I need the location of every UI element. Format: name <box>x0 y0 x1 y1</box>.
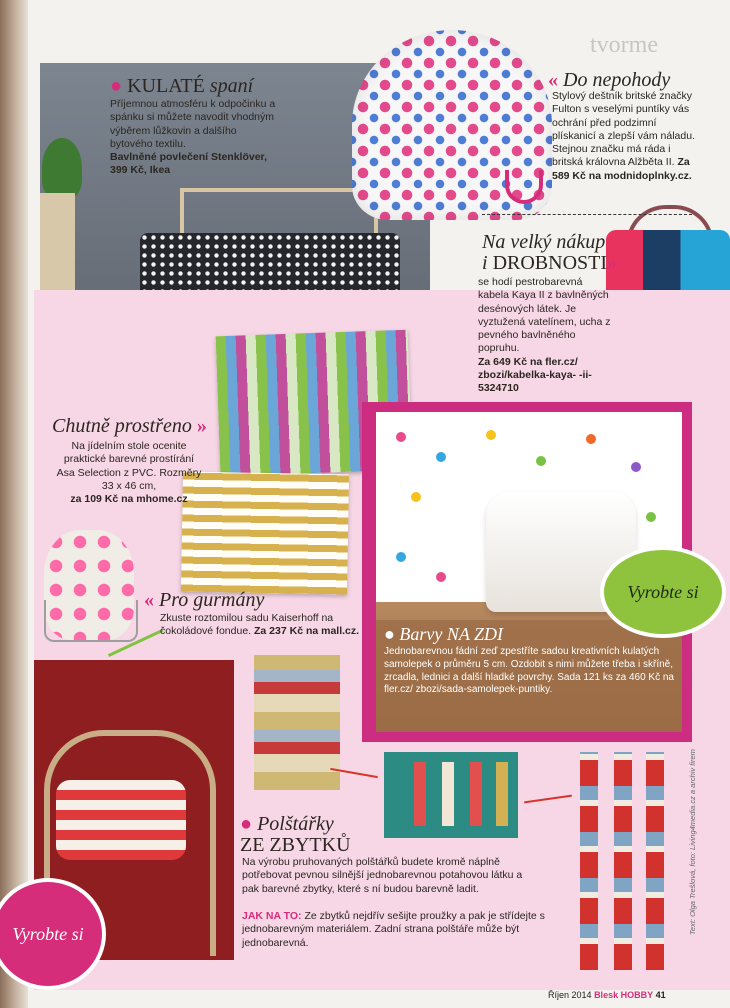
finished-strip-2 <box>614 752 632 970</box>
cutting-mat-photo <box>384 752 518 838</box>
kulate-title: ● KULATÉ spaní <box>110 75 254 97</box>
page-number: 41 <box>655 990 666 1000</box>
plant-image <box>42 138 82 198</box>
barvy-text: Jednobarevnou fádní zeď zpestříte sadou kreativních kulatých samolepek o průměru 5 cm. Ozdobit s nimi můžete třeba i skříně, zrcadla, lednici a další hladké povrchy. Sada 121 ks za 460 Kč na fler.cz/ zbozi/sada-samolepek-puntiky. <box>384 646 674 696</box>
photo-credit: Text: Olga Trešlová, foto: Living4media.cz a archiv firem <box>688 749 697 935</box>
section-title: tvorme <box>590 32 658 58</box>
gurmany-title: « Pro gurmány <box>144 589 265 611</box>
gold-placemat-photo <box>181 472 349 595</box>
nakup-title: Na velký nákup i DROBNOSTI» <box>482 231 618 274</box>
nepohoda-title: « Do nepohody <box>548 69 671 91</box>
polstarky-howto: JAK NA TO: Ze zbytků nejdřív sešijte proužky a pak je střídejte s jednobarevným materiálem. Zadní strana polštáře může být jednobarevná. <box>242 910 545 949</box>
dresser-image <box>40 193 75 303</box>
striped-pillow <box>56 780 186 860</box>
fabric-scraps-photo <box>254 655 340 790</box>
footer-brand: Blesk HOBBY <box>594 990 654 1000</box>
fondue-stand <box>44 600 138 642</box>
nakup-text: se hodí pestrobarevná kabela Kaya II z bavlněných desénových látek. Je vyztužená vatelínem, ucha z pevného bavlněného popruhu. Za 649 Kč na fler.cz/ zbozi/kabelka-kaya- -ii-5324710 <box>478 276 611 395</box>
vyrobte-si-badge: Vyrobte si <box>604 550 722 634</box>
finished-strip-1 <box>580 752 598 970</box>
prostreno-text: Na jídelním stole ocenite praktické barevné prostírání Asa Selection z PVC. Rozměry 33 x 46 cm, za 109 Kč na mhome.cz <box>56 440 202 506</box>
page-footer <box>548 990 666 1000</box>
polstarky-title: ● Polštářky ZE ZBYTKŮ <box>240 813 351 856</box>
vyrobte-si-badge-pink: Vyrobte si <box>0 882 102 986</box>
barvy-title: ● Barvy NA ZDI <box>384 624 504 644</box>
polstarky-text: Na výrobu pruhovaných polštářků budete kromě náplně potřebovat pevnou silnější jednobarevnou potahovou látku a pak barevné zbytky, které s ní budou barevně ladit. <box>242 856 523 895</box>
prostreno-title: Chutně prostřeno » <box>52 415 207 437</box>
gurmany-text: Zkuste roztomilou sadu Kaiserhoff na čokoládové fondue. Za 237 Kč na mall.cz. <box>160 612 360 638</box>
nepohoda-text: Stylový deštník britské značky Fulton s veselými puntíky vás ochrání před podzimní plískanicí a zlepší vám náladu. Stejnou značku má ráda i britská královna Alžběta II. Za 589 Kč na modnidoplnky.cz. <box>552 90 695 182</box>
strip-2 <box>442 762 454 826</box>
kulate-text: Příjemnou atmosféru k odpočinku a spánku si můžete navodit vhodným výběrem lůžkovin a dalšího bytového textilu. Bavlněné povlečení Stenklöver, 399 Kč, Ikea <box>110 98 276 177</box>
finished-strip-3 <box>646 752 664 970</box>
strip-1 <box>414 762 426 826</box>
footer-issue: Říjen 2014 <box>548 990 592 1000</box>
previous-page-edge <box>0 0 28 1008</box>
strip-4 <box>496 762 508 826</box>
strip-3 <box>470 762 482 826</box>
divider-dashes <box>482 214 692 215</box>
